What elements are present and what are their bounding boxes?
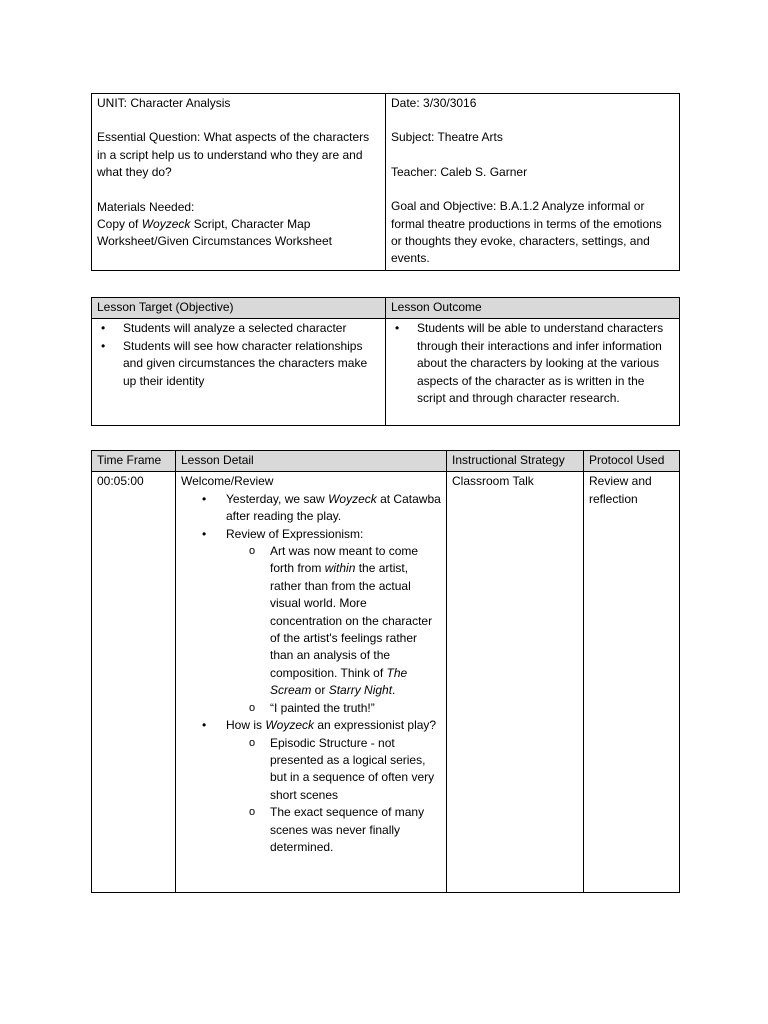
detail-item: • How is Woyzeck an expressionist play? o Episodic Structure - not presented as a logical series, but in a sequence of often very short scenes o The exact sequence of many scenes was never finally determined. [181, 717, 441, 856]
detail-subitem: o “I painted the truth!” [249, 700, 375, 715]
unit-info-right-cell [386, 94, 680, 271]
detail-item: • Review of Expressionism: o Art was now meant to come forth from within the artist, rather than from the actual visual world. More concentration on the character of the artist's feelings rather than an analysis of the composition. Think of The Scream or Starry Night. o “I painted the truth!” [181, 526, 441, 717]
goal-objective: Goal and Objective: B.A.1.2 Analyze informal or formal theatre productions in terms of the emotions or thoughts they evoke, characters, settings, and events. [391, 199, 662, 266]
essential-question: Essential Question: What aspects of the characters in a script help us to understand who they are and what they do? [97, 130, 370, 180]
protocol-used-header: Protocol Used [584, 451, 680, 472]
outcome-item: • Students will be able to understand characters through their interactions and infer information about the characters by looking at the various aspects of the character as is written in the script and through character research. [395, 321, 664, 406]
lesson-outcome-cell [386, 319, 680, 426]
detail-subitem: o Art was now meant to come forth from within the artist, rather than from the actual visual world. More concentration on the character of the artist's feelings rather than an analysis of the composition. Think of The Scream or Starry Night. [249, 544, 433, 698]
target-item: • Students will see how character relationships and given circumstances the characters make up their identity [101, 338, 368, 388]
lesson-teacher: Teacher: Caleb S. Garner [391, 164, 528, 179]
lesson-date: Date: 3/30/3016 [391, 96, 477, 110]
lesson-outcome-header: Lesson Outcome [386, 298, 680, 319]
instructional-strategy-header: Instructional Strategy [447, 451, 584, 472]
time-frame-header: Time Frame [92, 451, 176, 472]
lesson-detail-header: Lesson Detail [176, 451, 447, 472]
unit-info-left-cell [92, 94, 386, 271]
materials-text: Copy of Woyzeck Script, Character Map Worksheet/Given Circumstances Worksheet [97, 217, 332, 249]
detail-subitem: o Episodic Structure - not presented as a logical series, but in a sequence of often very short scenes [249, 735, 435, 802]
lesson-detail-cell [176, 472, 447, 893]
detail-item: • Yesterday, we saw Woyzeck at Catawba after reading the play. [202, 491, 441, 524]
lesson-target-row [92, 319, 680, 426]
lesson-schedule-table [91, 450, 680, 893]
target-item: • Students will analyze a selected character [101, 321, 347, 336]
instructional-strategy-cell: Classroom Talk [447, 472, 584, 893]
protocol-used-cell: Review and reflection [584, 472, 680, 893]
lesson-target-header-row [92, 298, 680, 319]
lesson-target-table [91, 297, 680, 426]
lesson-target-header: Lesson Target (Objective) [92, 298, 386, 319]
lesson-target-cell [92, 319, 386, 426]
unit-title: UNIT: Character Analysis [97, 96, 231, 110]
schedule-header-row [92, 451, 680, 472]
time-frame-cell: 00:05:00 [92, 472, 176, 893]
unit-info-table [91, 93, 680, 271]
materials-label: Materials Needed: [97, 199, 195, 214]
unit-info-row [92, 94, 680, 271]
detail-title: Welcome/Review [181, 474, 274, 489]
schedule-row [92, 472, 680, 893]
lesson-subject: Subject: Theatre Arts [391, 130, 503, 145]
detail-subitem: o The exact sequence of many scenes was never finally determined. [249, 805, 425, 854]
